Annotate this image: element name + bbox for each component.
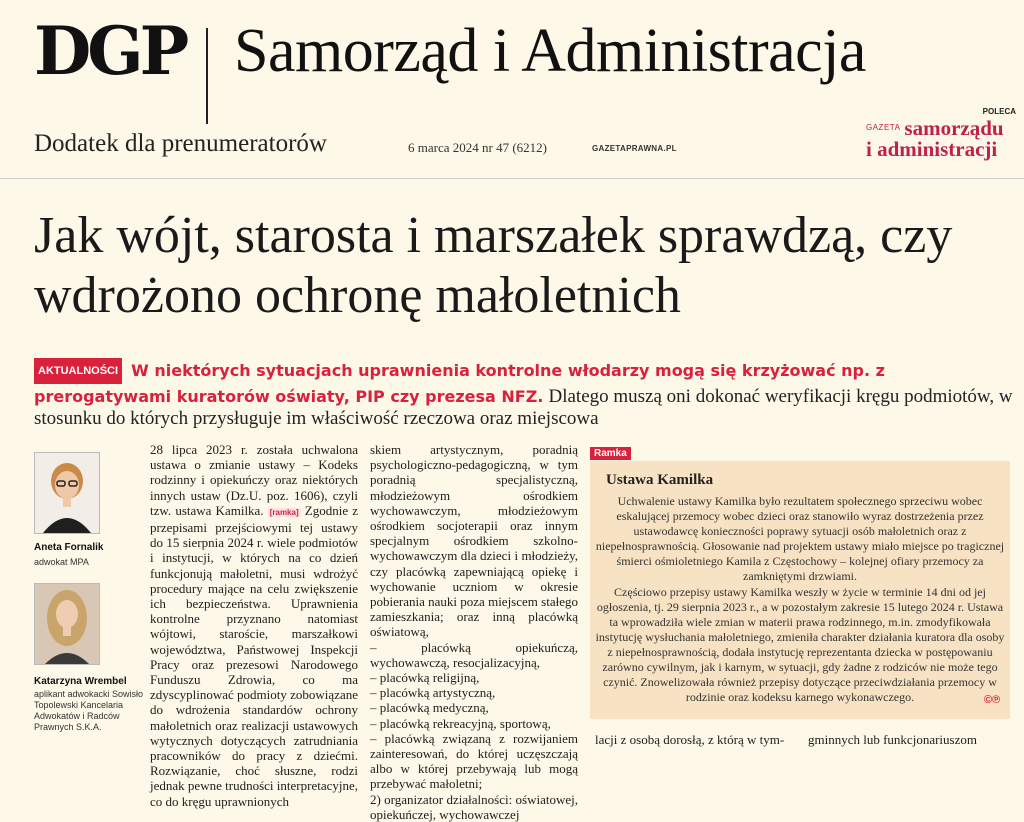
recommends-label: POLECA: [982, 107, 1016, 116]
author-role: aplikant adwokacki Sowisło Topolewski Kancelaria Adwokatów i Radców Prawnych S.K.A.: [34, 689, 144, 732]
ramka-reference: [ramka]: [269, 507, 299, 517]
partner-logo-label: GAZETA: [866, 123, 901, 132]
masthead-divider: [206, 28, 208, 124]
author-name: Aneta Fornalik: [34, 542, 104, 553]
list-item: – placówką związaną z rozwijaniem zainteresowań, do której uczęszczają albo w której przebywają lub mogą przebywać małoletni;: [370, 730, 578, 792]
category-badge: AKTUALNOŚCI: [34, 358, 122, 384]
column-text: Zgodnie z przepisami przejściowymi tej ustawy do 15 sierpnia 2024 r. wiele podmiotów i instytucji, w których na co dzień funkcjonują małoletni, musi wdrożyć procedury mające na celu zwiększenie ich bezpieczeństwa. Uprawnienia kontrolne przyznano natomiast wójtowi, staroście, marszałkowi województwa, Państwowej Inspekcji Pracy oraz prezesowi Narodowego Funduszu Zdrowia, co ma zdyscyplinować podmioty zobowiązane do wdrożenia standardów ochrony małoletnich oraz realizacji ustawowych wytycznych dotyczących zatrudniania pracowników do pracy z dziećmi. Rozwiązanie, choć słuszne, rodzi jednak pewne trudności interpretacyjne, co do kręgu uprawnionych: [150, 502, 358, 809]
article-column-2: [370, 442, 578, 822]
lead-text: Dlatego muszą oni dokonać weryfikacji kręgu podmiotów, w stosunku do których przysługuje im właściwość rzeczowa oraz miejscowa: [34, 386, 1013, 429]
author-name: Katarzyna Wrembel: [34, 676, 127, 687]
author-photo: [34, 452, 100, 534]
author-portrait-icon: [35, 453, 99, 533]
dgp-logo: DGP: [34, 12, 186, 90]
list-item: – placówką religijną,: [370, 670, 480, 686]
partner-logo-line2: i administracji: [866, 137, 998, 161]
partner-logo-line1: samorządu: [904, 116, 1004, 140]
supplement-subtitle: Dodatek dla prenumeratorów: [34, 130, 327, 157]
box-title: Ustawa Kamilka: [606, 472, 714, 488]
copyright-mark: ©℗: [984, 694, 1001, 706]
list-item: – placówką medyczną,: [370, 700, 489, 716]
site-url: GAZETAPRAWNA.PL: [592, 144, 677, 153]
partner-logo: [866, 118, 1020, 160]
article-column-3-start: lacji z osobą dorosłą, z którą w tym-: [595, 732, 785, 747]
article-column-1: [150, 442, 358, 809]
article-column-4-start: gminnych lub funkcjonariuszom: [808, 732, 977, 747]
list-item: – placówką rekreacyjną, sportową,: [370, 715, 551, 731]
section-title: Samorząd i Administracja: [234, 17, 866, 85]
article-headline: Jak wójt, starosta i marszałek sprawdzą, czy wdrożono ochronę małoletnich: [34, 207, 953, 324]
list-item: – placówką opiekuńczą, wychowawczą, resocjalizacyjną,: [370, 639, 578, 670]
column-text: 28 lipca 2023 r. została uchwalona ustawa o zmianie ustawy – Kodeks rodzinny i opiekuńczy oraz niektórych innych ustaw (Dz.U. poz. 1606), czyli tzw. ustawa Kamilka.: [150, 442, 358, 518]
column-text: skiem artystycznym, poradnią psychologiczno-pedagogiczną, w tym poradnią specjalistyczną, młodzieżowym ośrodkiem wychowawczym, młodzieżowym ośrodkiem socjoterapii oraz innym specjalnym ośrodkiem szkolno-wychowawczym dla dzieci i młodzieży, czy placówką zapewniającą opiekę i wychowanie uczniom w okresie pobierania nauki poza miejscem stałego zamieszkania; oraz inną placówką oświatową,: [370, 442, 578, 640]
box-tag: Ramka: [590, 447, 631, 460]
box-paragraph: Uchwalenie ustawy Kamilka było rezultatem społecznego sprzeciwu wobec eskalującej przemocy wobec dzieci oraz stanowiło wyraz dostrzeżenia przez ustawodawcę konieczności poprawy sytuacji osób małoletnich oraz z niepełnosprawnością. Głosowanie nad projektem ustawy miało miejsce po tragicznej śmierci ośmioletniego Kamila z Częstochowy – kolejnej ofiary przemocy za zamkniętymi drzwiami.: [595, 494, 1005, 584]
lead-highlight: W niektórych sytuacjach uprawnienia kontrolne włodarzy mogą się krzyżować np. z prerogatywami kuratorów oświaty, PIP czy prezesa NFZ.: [34, 361, 885, 406]
author-role: adwokat MPA: [34, 557, 89, 567]
box-body: [594, 494, 1006, 705]
author-portrait-icon: [35, 584, 99, 664]
header-rule: [0, 178, 1024, 179]
issue-info: 6 marca 2024 nr 47 (6212): [408, 140, 547, 155]
article-lead: [34, 360, 1019, 430]
author-photo: [34, 583, 100, 665]
list-item: 2) organizator działalności: oświatowej, opiekuńczej, wychowawczej: [370, 791, 578, 822]
box-paragraph: Częściowo przepisy ustawy Kamilka weszły w życie w terminie 14 dni od jej ogłoszenia, tj. 29 sierpnia 2023 r., a w pozostałym zakresie 15 lutego 2024 r. Ustawa ta wprowadziła wiele zmian w materii prawa rodzinnego, m.in. zmodyfikowała instytucję wysłuchania małoletniego, zmieniła charakter działania kuratora dla osoby z niepełnosprawnością, dodała instytucję reprezentanta dziecka w postępowaniu zarówno cywilnym, jak i karnym, w sytuacji, gdy żadne z rodziców nie może tego czynić. Znowelizowała również przepisy dotyczące przeciwdziałania przemocy w rodzinie oraz kodeksu karnego wykonawczego.: [595, 584, 1005, 705]
list-item: – placówką artystyczną,: [370, 685, 496, 701]
